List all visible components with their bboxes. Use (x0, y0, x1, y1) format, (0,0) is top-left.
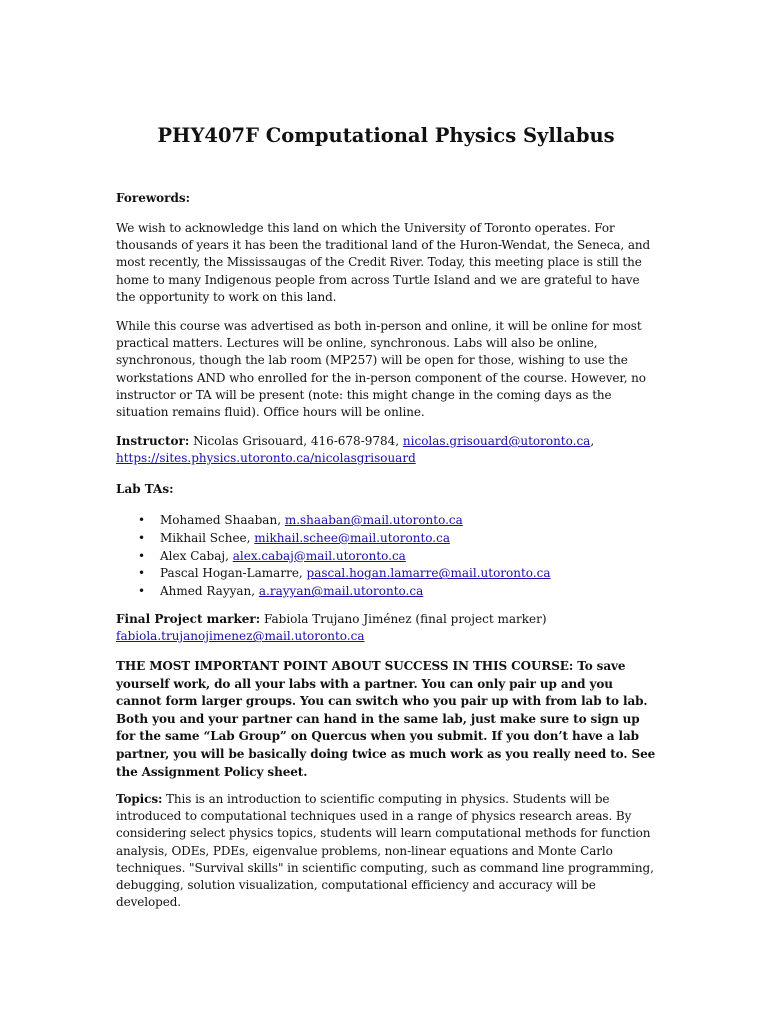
topics-text: This is an introduction to scientific computing in physics. Students will be introduced to computational techniques used in a range of physics research areas. By considering select physics topics, students will learn computational methods for function analysis, ODEs, PDEs, eigenvalue problems, non-linear equations and Monte Carlo techniques. "Survival skills" in scientific computing, such as command line programming, debugging, solution visualization, computational efficiency and accuracy will be developed. (116, 792, 654, 910)
lab-tas-heading: Lab TAs: (116, 482, 174, 496)
list-item (116, 583, 656, 601)
ta-email-link[interactable]: pascal.hogan.lamarre@mail.utoronto.ca (306, 566, 551, 581)
ta-email-link[interactable]: m.shaaban@mail.utoronto.ca (284, 513, 463, 527)
final-project-details: Fabiola Trujano Jiménez (final project marker) (260, 612, 547, 626)
ta-email-link[interactable]: a.rayyan@mail.utoronto.ca (258, 584, 424, 599)
ta-email-link[interactable]: alex.cabaj@mail.utoronto.ca (232, 548, 406, 563)
delivery-mode-paragraph: While this course was advertised as both in-person and online, it will be online for most practical matters. Lectures will be online, synchronous. Labs will also be online, synchronous, though the lab room (MP257) will be open for those, wishing to use the workstations AND who enrolled for the in-person component of the course. However, no instructor or TA will be present (note: this might change in the coming days as the situation remains fluid). Office hours will be online. (116, 319, 646, 420)
ta-name: Mikhail Schee, (160, 530, 255, 545)
topics-paragraph (116, 791, 656, 911)
bullet-icon: • (138, 584, 146, 599)
final-project-marker-info (116, 611, 656, 645)
ta-name: Ahmed Rayyan, (160, 584, 259, 599)
list-item (116, 565, 656, 583)
ta-name: Alex Cabaj, (160, 548, 233, 563)
instructor-label: Instructor: (116, 434, 190, 448)
instructor-info (116, 433, 656, 467)
final-project-email-link[interactable]: fabiola.trujanojimenez@mail.utoronto.ca (116, 629, 365, 644)
list-item (116, 530, 656, 548)
bullet-icon: • (138, 566, 146, 581)
important-point-paragraph: THE MOST IMPORTANT POINT ABOUT SUCCESS IN THIS COURSE: To save yourself work, do all your labs with a partner. You can only pair up and you cannot form larger groups. You can switch who you pair up with from lab to lab. Both you and your partner can hand in the same lab, just make sure to sign up for the same “Lab Group” on Quercus when you submit. If you don’t have a lab partner, you will be basically doing twice as much work as you really need to. See the Assignment Policy sheet. (116, 659, 656, 779)
bullet-icon: • (138, 548, 146, 563)
instructor-details: Nicolas Grisouard, 416-678-9784, (189, 434, 403, 448)
instructor-email-link[interactable]: nicolas.grisouard@utoronto.ca (402, 434, 591, 448)
final-project-label: Final Project marker: (116, 612, 261, 626)
list-item (116, 548, 656, 566)
lab-tas-list (116, 512, 656, 601)
bullet-icon: • (138, 530, 146, 545)
topics-label: Topics: (116, 792, 163, 806)
instructor-comma: , (590, 434, 595, 448)
page-title: PHY407F Computational Physics Syllabus (157, 124, 615, 147)
ta-name: Pascal Hogan-Lamarre, (160, 566, 307, 581)
bullet-icon: • (138, 513, 146, 527)
forewords-heading: Forewords: (116, 191, 191, 205)
ta-name: Mohamed Shaaban, (160, 513, 285, 527)
land-acknowledgement-paragraph: We wish to acknowledge this land on which the University of Toronto operates. For thousands of years it has been the traditional land of the Huron-Wendat, the Seneca, and most recently, the Mississaugas of the Credit River. Today, this meeting place is still the home to many Indigenous people from across Turtle Island and we are grateful to have the opportunity to work on this land. (116, 221, 651, 304)
instructor-website-link[interactable]: https://sites.physics.utoronto.ca/nicolasgrisouard (116, 451, 416, 466)
list-item (116, 512, 656, 530)
ta-email-link[interactable]: mikhail.schee@mail.utoronto.ca (254, 530, 450, 545)
